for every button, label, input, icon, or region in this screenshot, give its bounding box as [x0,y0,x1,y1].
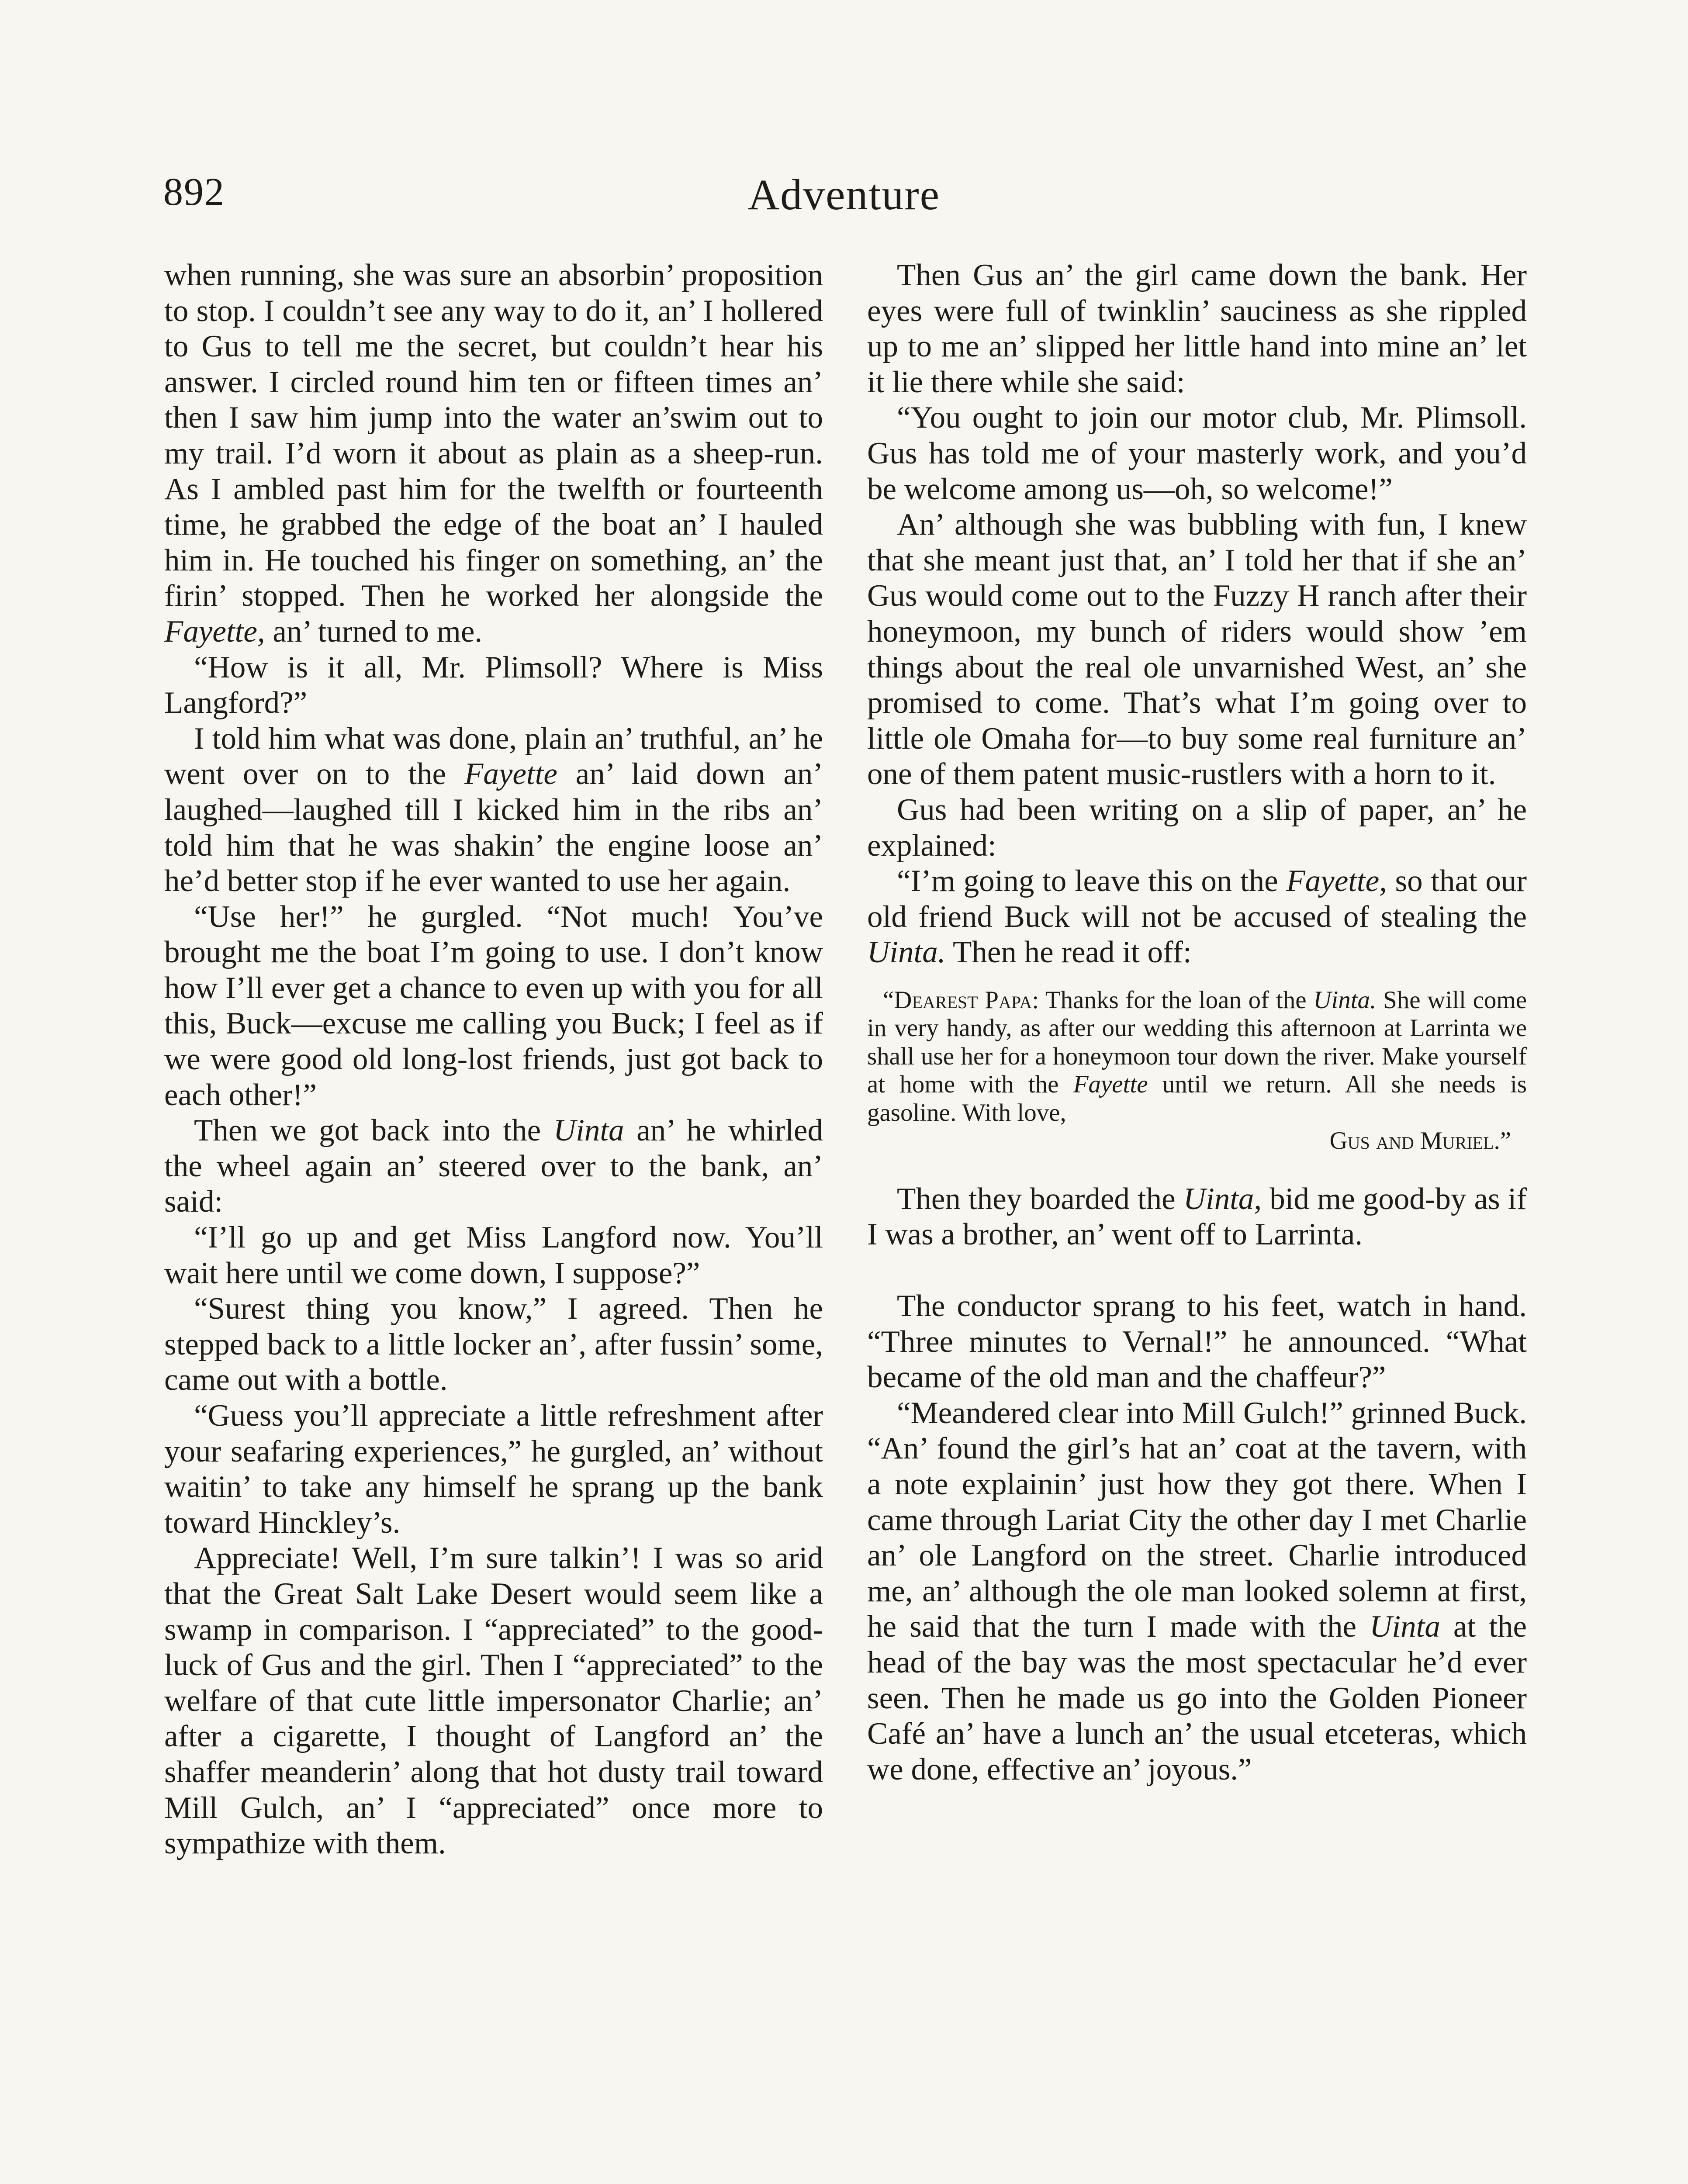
paragraph: “I’ll go up and get Miss Langford now. You’ll wait here until we come down, I suppose?” [164,1220,823,1290]
paragraph: Then we got back into the Uinta an’ he whirled the wheel again an’ steered over to the bank, an’ said: [164,1113,823,1219]
paragraph: “Surest thing you know,” I agreed. Then he stepped back to a little locker an’, after fussin’ some, came out with a bottle. [164,1292,823,1397]
paragraph: “Guess you’ll appreciate a little refreshment after your seafaring experiences,” he gurgled, an’ without waitin’ to take any himself he sprang up the bank toward Hinckley’s. [164,1399,823,1540]
paragraph: “I’m going to leave this on the Fayette, so that our old friend Buck will not be accused of stealing the Uinta. Then he read it off: [867,864,1527,970]
paragraph: “Use her!” he gurgled. “Not much! You’ve brought me the boat I’m going to use. I don’t know how I’ll ever get a chance to even up with you for all this, Buck—excuse me calling you Buck; I feel as if we were good old long-lost friends, just got back to each other!” [164,899,823,1112]
paragraph: The conductor sprang to his feet, watch in hand. “Three minutes to Vernal!” he announced. “What became of the old man and the chaffeur?” [867,1289,1527,1395]
paragraph: “You ought to join our motor club, Mr. Plimsoll. Gus has told me of your masterly work, and you’d be welcome among us—oh, so welcome!” [867,401,1527,506]
letter-body: “Dearest Papa: Thanks for the loan of the Uinta. She will come in very handy, as after our wedding this afternoon at Larrinta we shall use her for a honeymoon tour down the river. Make yourself at home with the Fayette until we return. All she needs is gasoline. With love, [867,986,1527,1127]
letter-signature: Gus and Muriel.” [1329,1127,1511,1155]
paragraph: An’ although she was bubbling with fun, I knew that she meant just that, an’ I told her that if she an’ Gus would come out to the Fuzzy H ranch after their honeymoon, my bunch of riders would show ’em things about the real ole unvarnished West, an’ she promised to come. That’s what I’m going over to little ole Omaha for—to buy some real furniture an’ one of them patent music-rustlers with a horn to it. [867,508,1527,791]
paragraph: “How is it all, Mr. Plimsoll? Where is Miss Langford?” [164,650,823,720]
paragraph: “Meandered clear into Mill Gulch!” grinned Buck. “An’ found the girl’s hat an’ coat at the tavern, with a note explainin’ just how they got there. When I came through Lariat City the other day I met Charlie an’ ole Langford on the street. Charlie introduced me, an’ although the ole man looked solemn at first, he said that the turn I made with the Uinta at the head of the bay was the most spectacular he’d ever seen. Then he made us go into the Golden Pioneer Café an’ have a lunch an’ the usual etceteras, which we done, effective an’ joyous.” [867,1396,1527,1787]
paragraph: Then Gus an’ the girl came down the bank. Her eyes were full of twinklin’ sauciness as she rippled up to me an’ slipped her little hand into mine an’ let it lie there while she said: [867,258,1527,399]
paragraph: I told him what was done, plain an’ truthful, an’ he went over on to the Fayette an’ laid down an’ laughed—laughed till I kicked him in the ribs an’ told him that he was shakin’ the engine loose an’ he’d better stop if he ever wanted to use her again. [164,721,823,898]
paragraph: Appreciate! Well, I’m sure talkin’! I was so arid that the Great Salt Lake Desert would seem like a swamp in comparison. I “appreciated” to the good-luck of Gus and the girl. Then I “appreciated” to the welfare of that cute little impersonator Charlie; an’ after a cigarette, I thought of Langford an’ the shaffer meanderin’ along that hot dusty trail toward Mill Gulch, an’ I “appreciated” once more to sympathize with them. [164,1541,823,1861]
paragraph: when running, she was sure an absorbin’ proposition to stop. I couldn’t see any way to do it, an’ I hollered to Gus to tell me the secret, but couldn’t hear his answer. I circled round him ten or fifteen times an’ then I saw him jump into the water an’swim out to my trail. I’d worn it about as plain as a sheep-run. As I ambled past him for the twelfth or fourteenth time, he grabbed the edge of the boat an’ I hauled him in. He touched his finger on something, an’ the firin’ stopped. Then he worked her alongside the Fayette, an’ turned to me. [164,258,823,649]
running-head: Adventure [747,170,941,219]
paragraph: Gus had been writing on a slip of paper, an’ he explained: [867,792,1527,863]
page-number: 892 [163,170,225,214]
left-column [164,258,823,1862]
paragraph: Then they boarded the Uinta, bid me good-by as if I was a brother, an’ went off to Larrinta. [867,1182,1527,1252]
quoted-letter [867,986,1527,1155]
right-column [867,258,1527,1787]
